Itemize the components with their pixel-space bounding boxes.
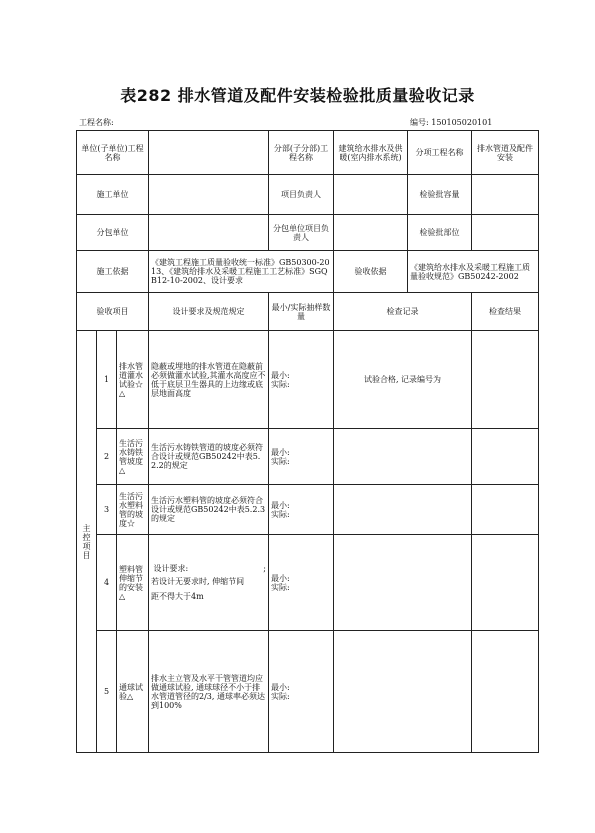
item-sample xyxy=(269,429,334,485)
sample-min: 最小: xyxy=(271,370,290,380)
item-sample xyxy=(269,535,334,631)
item-result[interactable] xyxy=(472,429,539,485)
subcontractor-label: 分包单位 xyxy=(77,215,149,251)
contractor-value[interactable] xyxy=(149,175,269,215)
item-result[interactable] xyxy=(472,631,539,753)
item-record[interactable] xyxy=(334,631,472,753)
header-row-4 xyxy=(77,251,539,293)
table-row xyxy=(77,535,539,631)
acceptance-basis-value: 《建筑给水排水及采暖工程施工质量验收规范》GB50242-2002 xyxy=(408,251,539,293)
unit-project-label: 单位(子单位)工程名称 xyxy=(77,131,149,175)
item-requirement: 生活污水铸铁管道的坡度必须符合设计或规范GB50242中表5.2.2的规定 xyxy=(149,429,269,485)
sample-actual: 实际: xyxy=(271,582,290,592)
item-requirement: 生活污水塑料管的坡度必须符合设计或规范GB50242中表5.2.3的规定 xyxy=(149,485,269,535)
requirement-line-3: 距不得大于4m xyxy=(151,592,204,601)
sample-actual: 实际: xyxy=(271,691,290,701)
sub-manager-value[interactable] xyxy=(334,215,408,251)
contractor-label: 施工单位 xyxy=(77,175,149,215)
basis-value: 《建筑工程施工质量验收统一标准》GB50300-2013、《建筑给排水及采暖工程施工工艺标准》SGQB12-10-2002、设计要求 xyxy=(149,251,334,293)
item-sample xyxy=(269,485,334,535)
batch-location-value[interactable] xyxy=(472,215,539,251)
item-sample xyxy=(269,631,334,753)
sub-project-value: 排水管道及配件安装 xyxy=(472,131,539,175)
item-number: 3 xyxy=(97,485,117,535)
project-name-label: 工程名称: xyxy=(79,118,114,127)
item-number: 1 xyxy=(97,331,117,429)
item-requirement: 隐蔽或埋地的排水管道在隐蔽前必须做灌水试验,其灌水高度应不低于底层卫生器具的上边缘或底层地面高度 xyxy=(149,331,269,429)
item-result[interactable] xyxy=(472,331,539,429)
col-result-header: 检查结果 xyxy=(472,293,539,331)
unit-project-value[interactable] xyxy=(149,131,269,175)
item-name: 通球试验△ xyxy=(117,631,149,753)
col-item-header: 验收项目 xyxy=(77,293,149,331)
sample-actual: 实际: xyxy=(271,456,290,466)
acceptance-basis-label: 验收依据 xyxy=(334,251,408,293)
main-items-label: 主控项目 xyxy=(77,331,97,753)
page-title: 表282 排水管道及配件安装检验批质量验收记录 xyxy=(120,86,475,105)
requirement-line-1: 设计要求: ; xyxy=(153,564,266,573)
sample-min: 最小: xyxy=(271,500,290,510)
header-row-1 xyxy=(77,131,539,175)
sub-manager-label: 分包单位项目负责人 xyxy=(269,215,334,251)
project-manager-value[interactable] xyxy=(334,175,408,215)
project-manager-label: 项目负责人 xyxy=(269,175,334,215)
table-row xyxy=(77,331,539,429)
basis-label: 施工依据 xyxy=(77,251,149,293)
item-record[interactable] xyxy=(334,429,472,485)
item-record[interactable] xyxy=(334,535,472,631)
item-number: 4 xyxy=(97,535,117,631)
table-row xyxy=(77,631,539,753)
sub-project-label: 分项工程名称 xyxy=(408,131,472,175)
item-requirement: 排水主立管及水平干管管道均应做通球试验, 通球球径不小于排水管道管径的2/3, 通球率必须达到100% xyxy=(149,631,269,753)
item-record[interactable]: 试验合格, 记录编号为 xyxy=(334,331,472,429)
serial-number: 编号: 150105020101 xyxy=(410,118,493,127)
sample-min: 最小: xyxy=(271,682,290,692)
col-sample-header: 最小/实际抽样数量 xyxy=(269,293,334,331)
requirement-line-2: 若设计无要求时, 伸缩节间 xyxy=(151,577,245,586)
sample-min: 最小: xyxy=(271,573,290,583)
division-label: 分部(子分部)工程名称 xyxy=(269,131,334,175)
col-requirement-header: 设计要求及规范规定 xyxy=(149,293,269,331)
batch-capacity-value[interactable] xyxy=(472,175,539,215)
sample-actual: 实际: xyxy=(271,509,290,519)
item-name: 生活污水塑料管的坡度☆ xyxy=(117,485,149,535)
item-number: 2 xyxy=(97,429,117,485)
sample-min: 最小: xyxy=(271,447,290,457)
table-row xyxy=(77,485,539,535)
item-result[interactable] xyxy=(472,535,539,631)
batch-capacity-label: 检验批容量 xyxy=(408,175,472,215)
item-name: 塑料管伸缩节的安装△ xyxy=(117,535,149,631)
item-number: 5 xyxy=(97,631,117,753)
table-row xyxy=(77,429,539,485)
column-header-row xyxy=(77,293,539,331)
col-record-header: 检查记录 xyxy=(334,293,472,331)
item-requirement xyxy=(149,535,269,631)
item-record[interactable] xyxy=(334,485,472,535)
item-name: 生活污水铸铁管坡度△ xyxy=(117,429,149,485)
item-result[interactable] xyxy=(472,485,539,535)
sample-actual: 实际: xyxy=(271,379,290,389)
subcontractor-value[interactable] xyxy=(149,215,269,251)
batch-location-label: 检验批部位 xyxy=(408,215,472,251)
item-name: 排水管道灌水试验☆△ xyxy=(117,331,149,429)
division-value: 建筑给水排水及供暖(室内排水系统) xyxy=(334,131,408,175)
inspection-form-table xyxy=(76,130,539,753)
header-row-3 xyxy=(77,215,539,251)
item-sample xyxy=(269,331,334,429)
header-row-2 xyxy=(77,175,539,215)
